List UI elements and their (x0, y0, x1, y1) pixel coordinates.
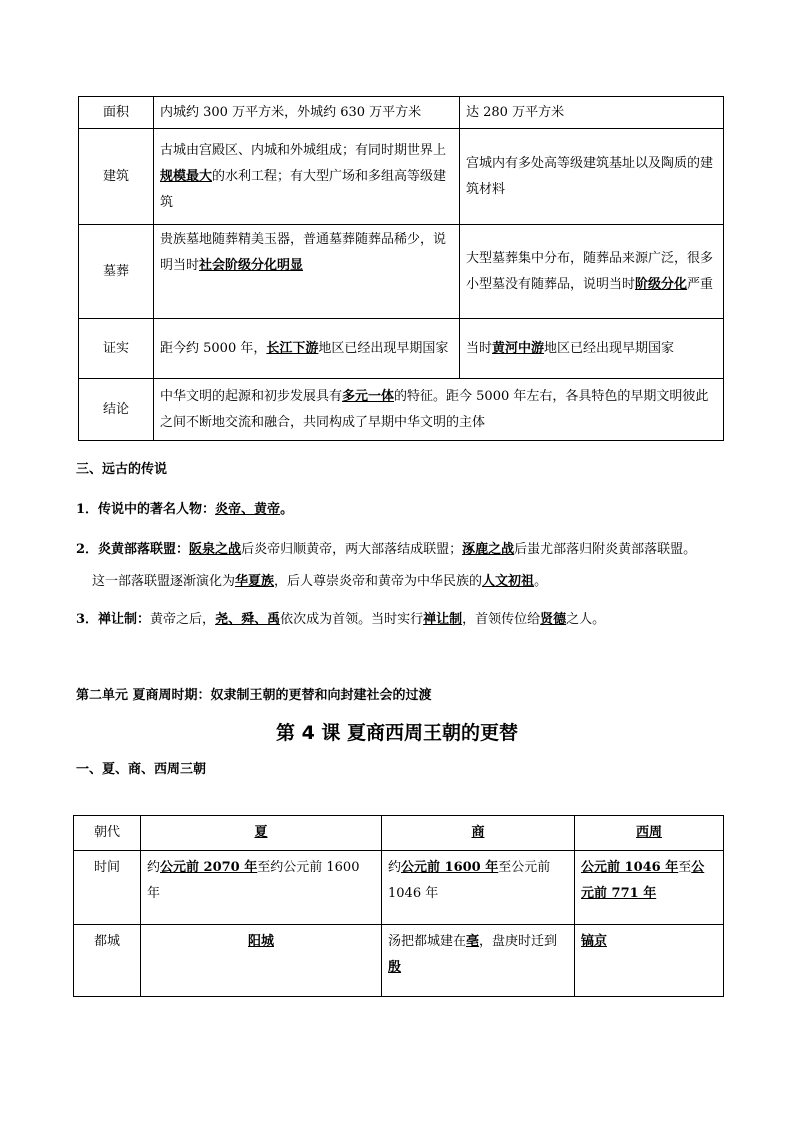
table-cell (460, 129, 724, 225)
text-run: 依次成为首领。当时实行 (280, 612, 424, 627)
table-cell (575, 925, 724, 997)
text-run: 的水利工程；有大型广场和多组高等级建筑 (160, 168, 447, 210)
key-term: 华夏族 (235, 574, 275, 589)
key-term: 涿鹿之战 (462, 542, 515, 557)
table-row (79, 97, 724, 129)
key-term: 规模最大 (160, 168, 213, 184)
table-row (79, 129, 724, 225)
table-cell (460, 225, 724, 319)
table-cell (460, 97, 724, 129)
table-cell (154, 129, 460, 225)
table-cell (154, 225, 460, 319)
text-run: 地区已经出现早期国家 (544, 340, 675, 356)
key-term: 殷 (388, 960, 402, 975)
key-term: 社会阶级分化明显 (199, 258, 304, 273)
table-row (74, 925, 724, 997)
dynasty-table (73, 815, 724, 997)
table-row (79, 319, 724, 379)
section-heading: 一、夏、商、西周三朝 (76, 762, 207, 777)
key-term: 炎帝、黄帝 (215, 502, 281, 517)
text-run: 后炎帝归顺黄帝，两大部落结成联盟； (241, 542, 463, 557)
key-term: 多元一体 (342, 388, 395, 404)
column-header (575, 816, 724, 851)
text-run: 达 280 万平方米 (466, 104, 565, 120)
row-header: 证实 (79, 319, 154, 379)
unit-title: 第二单元 夏商周时期：奴隶制王朝的更替和向封建社会的过渡 (76, 688, 432, 703)
table-cell (460, 319, 724, 379)
text-run: 古城由宫殿区、内城和外城组成；有同时期世界上 (160, 142, 447, 158)
text-run: 3．禅让制： (76, 612, 151, 627)
key-term: 禅让制 (423, 612, 463, 627)
table-header-row (74, 816, 724, 851)
list-item (76, 500, 293, 520)
key-term: 亳 (466, 934, 480, 949)
text-run: ，首领传位给 (462, 612, 541, 627)
text-run: 这一部落联盟逐渐演化为 (92, 574, 236, 589)
table-cell (382, 851, 575, 925)
text-run: 当时 (466, 340, 493, 356)
column-header-label: 夏 (254, 825, 268, 840)
column-header-label: 西周 (635, 825, 662, 840)
text-run: 约 (388, 860, 402, 875)
column-header (141, 816, 382, 851)
key-term: 人文初祖 (482, 574, 535, 589)
row-header: 建筑 (79, 129, 154, 225)
row-header: 都城 (74, 925, 141, 997)
key-term: 公元前 2070 年 (160, 860, 258, 875)
key-term: 阪泉之战 (189, 542, 242, 557)
text-run: 至 (678, 860, 692, 875)
text-run: 之人。 (566, 612, 606, 627)
key-term: 公元前 1046 年 (581, 860, 679, 875)
row-header: 面积 (79, 97, 154, 129)
key-term: 阳城 (247, 934, 274, 949)
text-run: 后蚩尤部落归附炎黄部落联盟。 (514, 542, 697, 557)
table-cell (141, 851, 382, 925)
key-term: 公元前 771 年 (581, 860, 705, 901)
text-run: 中华文明的起源和初步发展具有 (160, 388, 343, 404)
table-cell (141, 925, 382, 997)
section-heading: 三、远古的传说 (76, 462, 168, 477)
text-run: 黄帝之后， (150, 612, 216, 627)
column-header: 朝代 (74, 816, 141, 851)
text-run: 约 (147, 860, 161, 875)
text-run: ，盘庚时迁到 (479, 934, 558, 949)
key-term: 贤德 (540, 612, 567, 627)
key-term: 尧、舜、禹 (215, 612, 281, 627)
row-header: 结论 (79, 379, 154, 441)
lesson-title: 第 4 课 夏商西周王朝的更替 (275, 722, 519, 744)
text-run: 距今约 5000 年， (160, 340, 267, 356)
table-row (79, 379, 724, 441)
table-cell (154, 319, 460, 379)
row-header: 时间 (74, 851, 141, 925)
text-run: 1．传说中的著名人物： (76, 502, 216, 517)
key-term: 公元前 1600 年 (401, 860, 499, 875)
column-header (382, 816, 575, 851)
row-header: 墓葬 (79, 225, 154, 319)
key-term: 镐京 (581, 934, 608, 949)
list-item-continuation (92, 572, 547, 592)
text-run: 地区已经出现早期国家 (318, 340, 449, 356)
table-cell-merged (154, 379, 724, 441)
table-row (74, 851, 724, 925)
list-item (76, 610, 605, 630)
key-term: 长江下游 (266, 340, 319, 356)
list-item (76, 540, 696, 560)
table-cell (154, 97, 460, 129)
text-run: 贵族墓地随葬精美玉器，普通墓葬随葬品稀少，说明当时 (160, 232, 447, 273)
comparison-table (78, 96, 724, 441)
text-run: 的特征。距今 5000 年左右，各具特色的早期文明彼此之间不断地交流和融合，共同构成了早期中华文明的主体 (160, 388, 709, 430)
key-term: 阶级分化 (635, 276, 688, 292)
text-run: ，后人尊崇炎帝和黄帝为中华民族的 (274, 574, 483, 589)
text-run: 严重 (687, 276, 714, 292)
text-run: 宫城内有多处高等级建筑基址以及陶质的建筑材料 (466, 155, 714, 197)
table-cell (382, 925, 575, 997)
table-row (79, 225, 724, 319)
text-run: 。 (280, 502, 294, 517)
column-header-label: 商 (471, 825, 485, 840)
text-run: 汤把都城建在 (388, 934, 467, 949)
table-cell (575, 851, 724, 925)
text-run: 大型墓葬集中分布，随葬品来源广泛，很多小型墓没有随葬品，说明当时 (466, 250, 714, 292)
text-run: 2．炎黄部落联盟： (76, 542, 190, 557)
text-run: 。 (534, 574, 548, 589)
text-run: 内城约 300 万平方米，外城约 630 万平方米 (160, 104, 422, 120)
text-run: 至公元前 1046 年 (388, 860, 551, 901)
key-term: 黄河中游 (492, 340, 545, 356)
text-run: 至约公元前 1600 年 (147, 860, 360, 901)
